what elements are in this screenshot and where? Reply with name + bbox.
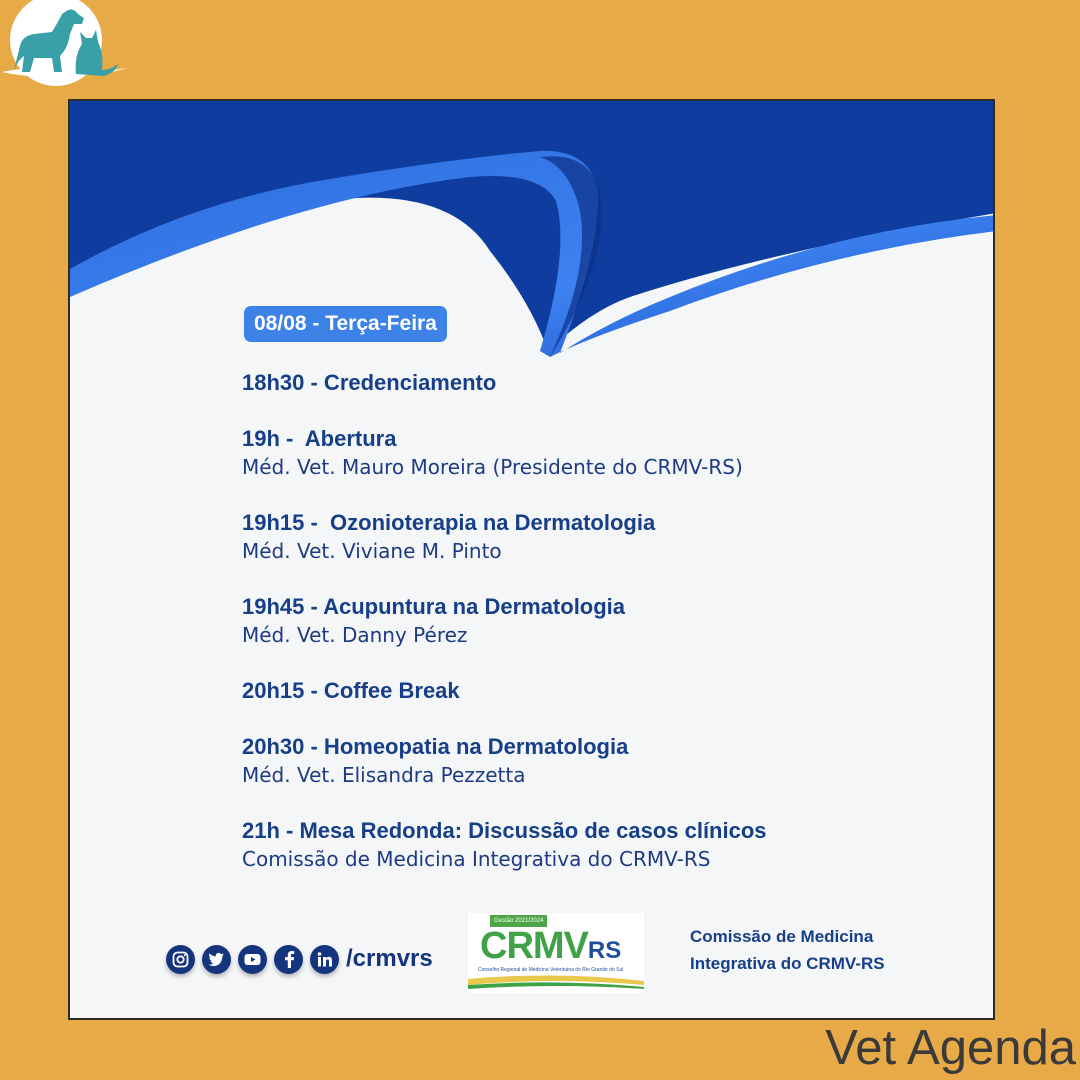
schedule-item-speaker: Méd. Vet. Mauro Moreira (Presidente do CRMV-RS) xyxy=(242,455,743,479)
schedule-item xyxy=(242,593,962,649)
crmv-rs-logo xyxy=(468,913,644,993)
schedule-item xyxy=(242,677,962,705)
schedule-item-title: 21h - Mesa Redonda: Discussão de casos clínicos xyxy=(242,818,767,843)
vet-agenda-watermark: Vet Agenda xyxy=(825,1021,1076,1075)
crmv-wordmark xyxy=(480,925,621,972)
schedule-item xyxy=(242,509,962,565)
crmv-rs-suffix: RS xyxy=(587,937,622,964)
crmv-subtitle: Conselho Regional de Medicina Veterinária do Rio Grande do Sul xyxy=(478,967,624,973)
instagram-icon[interactable] xyxy=(166,945,195,974)
agenda-card xyxy=(68,99,995,1020)
crmv-main-label: CRMV xyxy=(480,925,588,967)
schedule-item-speaker: Méd. Vet. Danny Pérez xyxy=(242,623,468,647)
schedule-item-speaker: Méd. Vet. Viviane M. Pinto xyxy=(242,539,502,563)
schedule-item-title: 19h - Abertura xyxy=(242,426,397,451)
commission-line-2: Integrativa do CRMV-RS xyxy=(690,954,885,973)
schedule-item-title: 20h30 - Homeopatia na Dermatologia xyxy=(242,734,629,759)
schedule-item xyxy=(242,369,962,397)
date-badge: 08/08 - Terça-Feira xyxy=(244,306,447,342)
schedule-list xyxy=(242,369,962,901)
schedule-item-title: 19h45 - Acupuntura na Dermatologia xyxy=(242,594,626,619)
schedule-item xyxy=(242,425,962,481)
header-wave-graphic xyxy=(70,101,995,361)
schedule-item xyxy=(242,817,962,873)
commission-label xyxy=(690,923,950,977)
dog-and-cat-logo-icon xyxy=(0,0,134,86)
commission-line-1: Comissão de Medicina xyxy=(690,927,874,946)
youtube-icon[interactable] xyxy=(238,945,267,974)
facebook-icon[interactable] xyxy=(274,945,303,974)
schedule-item xyxy=(242,733,962,789)
crmv-ribbon-label: Gestão 2021/2024 xyxy=(490,915,547,927)
twitter-icon[interactable] xyxy=(202,945,231,974)
social-links xyxy=(166,943,433,975)
linkedin-icon[interactable] xyxy=(310,945,339,974)
schedule-item-speaker: Comissão de Medicina Integrativa do CRMV-RS xyxy=(242,847,711,871)
schedule-item-title: 18h30 - Credenciamento xyxy=(242,370,497,395)
schedule-item-title: 20h15 - Coffee Break xyxy=(242,678,460,703)
schedule-item-speaker: Méd. Vet. Elisandra Pezzetta xyxy=(242,763,526,787)
schedule-item-title: 19h15 - Ozonioterapia na Dermatologia xyxy=(242,510,656,535)
social-handle[interactable]: /crmvrs xyxy=(346,945,433,972)
